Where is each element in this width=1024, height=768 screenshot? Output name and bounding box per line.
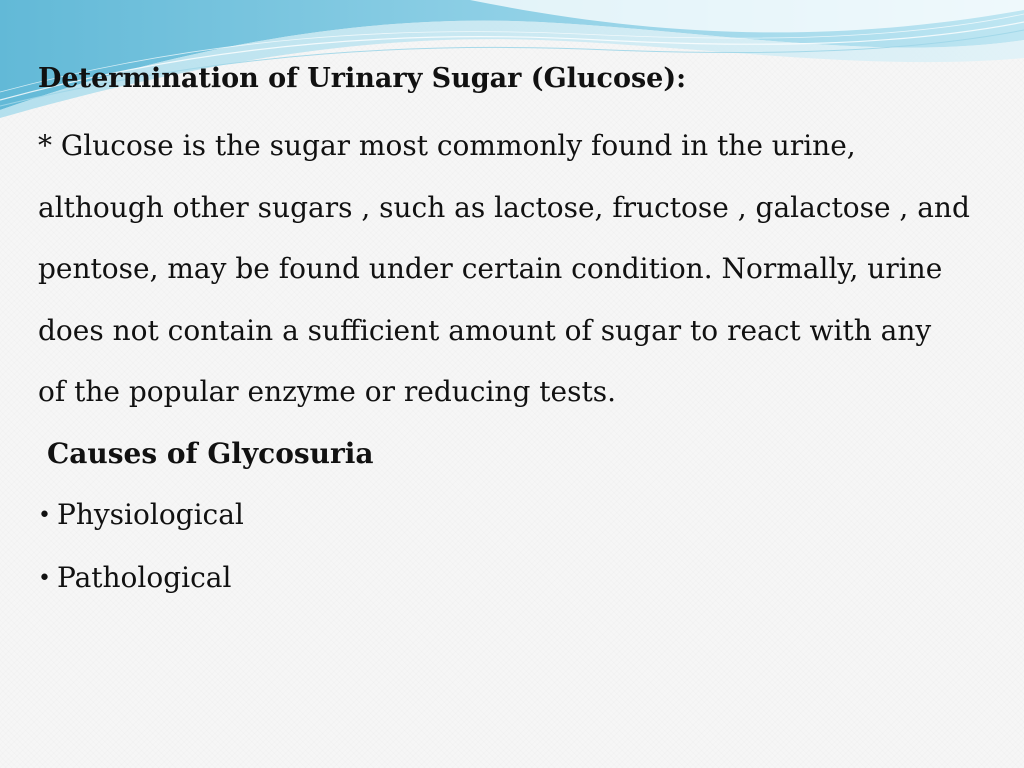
bullet-icon: •	[38, 503, 51, 528]
paragraph-line: pentose, may be found under certain condition. Normally, urine	[38, 252, 943, 285]
list-item-label: Physiological	[56, 498, 244, 531]
slide-title: Determination of Urinary Sugar (Glucose):	[38, 63, 687, 94]
list-item-label: Pathological	[56, 560, 232, 594]
bullet-list	[38, 484, 998, 609]
section-heading: Causes of Glycosuria	[47, 436, 374, 470]
list-item	[38, 484, 998, 547]
slide-content	[38, 54, 998, 609]
paragraph-line: although other sugars , such as lactose, fructose , galactose , and	[38, 190, 970, 224]
bullet-icon: •	[38, 565, 51, 591]
paragraph-line: * Glucose is the sugar most commonly found in the urine,	[38, 129, 856, 162]
list-item	[38, 547, 998, 610]
paragraph-line: of the popular enzyme or reducing tests.	[38, 375, 617, 408]
paragraph-line: does not contain a sufficient amount of sugar to react with any	[38, 313, 932, 347]
body-paragraph	[38, 115, 998, 423]
